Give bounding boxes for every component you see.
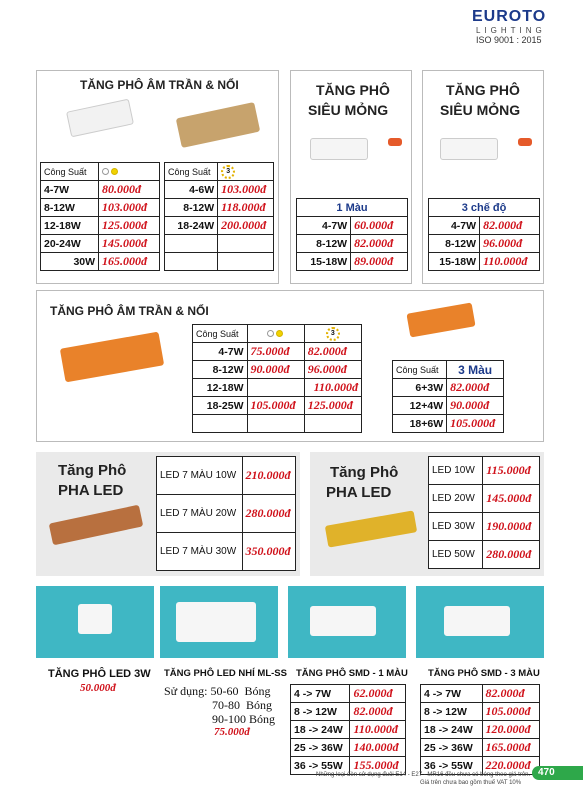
page-number: 470 [538,767,555,778]
price: 96.000đ [480,235,540,253]
price-table-4a [192,324,362,433]
yellow-dot-icon [111,168,118,175]
price-table-2 [296,198,408,271]
price-table-1a [40,162,160,271]
cell: LED 7 MÀU 30W [157,533,243,571]
price-table-4b [392,360,504,433]
three-color-icon [304,325,361,343]
white-dot-icon [102,168,109,175]
price: 103.000đ [99,199,160,217]
price: 200.000đ [218,217,274,235]
cell: LED 7 MÀU 20W [157,495,243,533]
cell [304,415,361,433]
white-dot-icon [267,330,274,337]
cell: 18 -> 24W [421,721,483,739]
product-title: TĂNG PHÔ LED NHÍ ML-SS [164,668,287,679]
product-image-small-driver [78,604,112,634]
cell [247,415,304,433]
cell: 15-18W [297,253,351,271]
price: 103.000đ [218,181,274,199]
connector-image [518,138,532,146]
price: 110.000đ [480,253,540,271]
price: 125.000đ [99,217,160,235]
product-title: TĂNG PHÔ SMD - 3 MÀU [428,668,540,679]
cell: 8 -> 12W [421,703,483,721]
connector-image [388,138,402,146]
dot-icons [99,163,160,181]
cell: 4-7W [429,217,480,235]
brand-name: EUROTO [472,8,547,25]
cell: 18-24W [165,217,218,235]
price: 165.000đ [482,739,539,757]
cell: LED 10W [429,457,483,485]
section-title: PHA LED [326,484,392,501]
product-image-white-driver [176,602,256,642]
price: 280.000đ [242,495,296,533]
product-image-slim-driver [310,138,368,160]
price: 90.000đ [247,361,304,379]
product-image-white-driver [444,606,510,636]
cell: 4 -> 7W [421,685,483,703]
product-title: TĂNG PHÔ LED 3W [48,668,151,680]
cell: 36 -> 55W [421,757,483,775]
cell: LED 50W [429,541,483,569]
price: 82.000đ [447,379,504,397]
price: 82.000đ [351,235,408,253]
price: 82.000đ [480,217,540,235]
brand-logo [472,8,572,45]
price: 350.000đ [242,533,296,571]
price: 190.000đ [483,513,540,541]
product-title: TĂNG PHÔ SMD - 1 MÀU [296,668,408,679]
cell: 4 -> 7W [291,685,350,703]
cell: 8 -> 12W [291,703,350,721]
price-table-5 [156,456,296,571]
three-color-icon: 3 [221,165,235,179]
cell [165,253,218,271]
cell: 12+4W [393,397,447,415]
section-title: TĂNG PHÔ [446,82,520,98]
cell: 36 -> 55W [291,757,350,775]
price: 105.000đ [247,397,304,415]
three-color-icon [218,163,274,181]
price: 145.000đ [99,235,160,253]
product-price: 75.000đ [214,726,250,738]
section-title: PHA LED [58,482,124,499]
header-three-color: 3 Màu [447,361,504,379]
cell [218,253,274,271]
cell [193,415,248,433]
price: 118.000đ [218,199,274,217]
price: 155.000đ [350,757,406,775]
cell: 25 -> 36W [291,739,350,757]
price: 82.000đ [350,703,406,721]
price: 165.000đ [99,253,160,271]
cell: 12-18W [41,217,99,235]
cell: 4-7W [193,343,248,361]
cell: LED 30W [429,513,483,541]
price: 110.000đ [304,379,361,397]
section-title: Tăng Phô [330,464,399,481]
three-color-icon: 3 [326,327,340,341]
price: 60.000đ [351,217,408,235]
header-power: Công Suất [193,325,248,343]
cell: 4-7W [297,217,351,235]
section-title: SIÊU MỎNG [308,102,389,118]
price-table-6 [428,456,540,569]
product-image-slim-driver [440,138,498,160]
cell: LED 7 MÀU 10W [157,457,243,495]
brand-sub: LIGHTING [476,26,546,35]
section-title: Tăng Phô [58,462,127,479]
price: 145.000đ [483,485,540,513]
section-title: TĂNG PHÔ [316,82,390,98]
price: 105.000đ [447,415,504,433]
product-price: 50.000đ [80,682,116,694]
price: 110.000đ [350,721,406,739]
iso-label: ISO 9001 : 2015 [476,35,542,45]
cell: 18+6W [393,415,447,433]
cell: 25 -> 36W [421,739,483,757]
price: 105.000đ [482,703,539,721]
price: 115.000đ [483,457,540,485]
cell: 20-24W [41,235,99,253]
header-three-mode: 3 chế độ [429,199,540,217]
cell: 8-12W [165,199,218,217]
price: 75.000đ [247,343,304,361]
price-table-10 [420,684,540,775]
cell [218,235,274,253]
price-table-3 [428,198,540,271]
section-title: SIÊU MỎNG [440,102,521,118]
cell: 18-25W [193,397,248,415]
header-power: Công Suất [41,163,99,181]
cell: 8-12W [297,235,351,253]
price: 120.000đ [482,721,539,739]
price: 96.000đ [304,361,361,379]
price: 125.000đ [304,397,361,415]
cell: 4-7W [41,181,99,199]
cell: 8-12W [41,199,99,217]
cell [165,235,218,253]
cell: 8-12W [193,361,248,379]
header-power: Công Suất [165,163,218,181]
footer-note: Giá trên chưa bao gồm thuế VAT 10% [420,780,522,786]
usage-line: Sử dụng: 50-60 Bóng [164,684,271,698]
price: 82.000đ [304,343,361,361]
section-title: TĂNG PHÔ ÂM TRẦN & NỔI [50,304,209,318]
cell: 15-18W [429,253,480,271]
usage-line: 90-100 Bóng [212,712,275,726]
usage-line: 70-80 Bóng [212,698,272,712]
cell: 30W [41,253,99,271]
price-table-1b [164,162,274,271]
product-image-white-driver [310,606,376,636]
price: 82.000đ [482,685,539,703]
section-title: TĂNG PHÔ ÂM TRẦN & NỔI [80,78,239,92]
cell: 12-18W [193,379,248,397]
footer-note: Những loại đèn sử dụng đuôi E14 - E27 - MR16 đều chưa có bóng theo giá trên. [316,772,531,778]
price: 220.000đ [482,757,539,775]
cell: 8-12W [429,235,480,253]
price: 90.000đ [447,397,504,415]
price: 210.000đ [242,457,296,495]
price: 89.000đ [351,253,408,271]
price [247,379,304,397]
dot-icons [247,325,304,343]
header-power: Công Suất [393,361,447,379]
price-table-9 [290,684,406,775]
price: 80.000đ [99,181,160,199]
price: 140.000đ [350,739,406,757]
header-one-color: 1 Màu [297,199,408,217]
yellow-dot-icon [276,330,283,337]
cell: 18 -> 24W [291,721,350,739]
cell: LED 20W [429,485,483,513]
cell: 4-6W [165,181,218,199]
cell: 6+3W [393,379,447,397]
price: 62.000đ [350,685,406,703]
price: 280.000đ [483,541,540,569]
